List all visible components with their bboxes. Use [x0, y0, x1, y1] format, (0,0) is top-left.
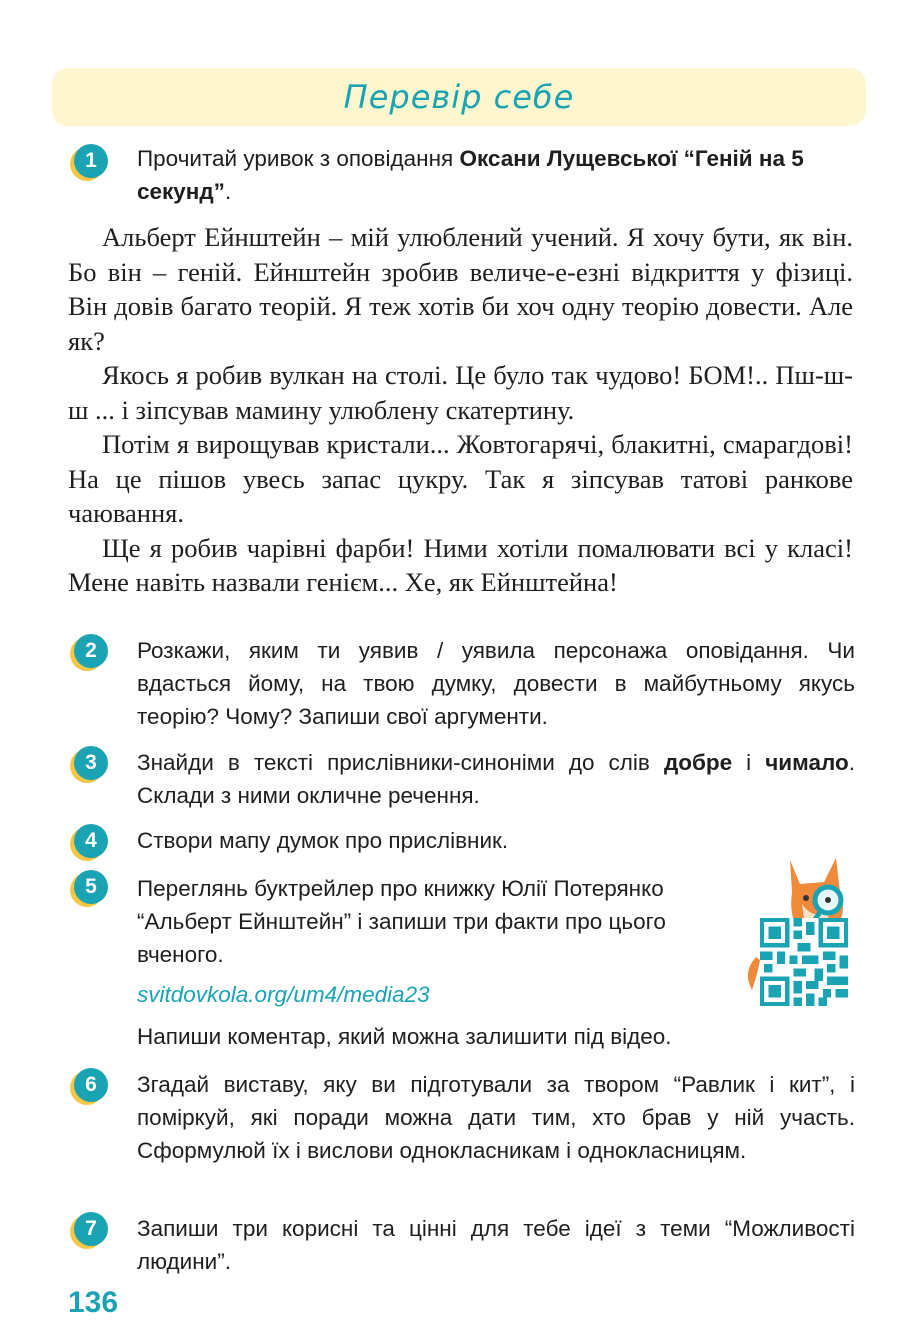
task-7-text: Запиши три корисні та цінні для тебе ідеї з теми “Можливості людини”.: [137, 1216, 855, 1274]
story-paragraph: Якось я робив вулкан на столі. Це було так чудово! БОМ!.. Пш-ш-ш ... і зіпсував мамину улюблену скатертину.: [68, 360, 853, 425]
section-header: [52, 68, 866, 126]
task-3-text: Знайди в тексті прислівники-синоніми до слів добре і чимало. Склади з ними окличне речення.: [137, 750, 855, 808]
task-4-text: Створи мапу думок про прислівник.: [137, 828, 509, 853]
task-number-5: 5: [74, 870, 108, 904]
task-number-7: 7: [74, 1212, 108, 1246]
story-paragraph: Альберт Ейнштейн – мій улюблений учений. Я хочу бути, як він. Бо він – геній. Ейнштейн зробив величе-е-езні відкриття у фізиці. Він довів багато теорій. Я теж хотів би хоч одну теорію довести. Але як?: [68, 222, 853, 356]
story-paragraph: Ще я робив чарівні фарби! Ними хотіли помалювати всі у класі! Мене навіть назвали генієм... Хе, як Ейнштейна!: [68, 532, 853, 597]
task-1-text: Прочитай уривок з оповідання Оксани Лущевської “Геній на 5 секунд”.: [137, 146, 804, 204]
page-number: 136: [68, 1286, 119, 1319]
task-5-text: Переглянь буктрейлер про книжку Юлії Потерянко “Альберт Ейнштейн” і запиши три факти про цього вченого.: [137, 876, 666, 967]
task-number-1: 1: [74, 144, 108, 178]
task-number-2: 2: [74, 634, 108, 668]
task-6-text: Згадай виставу, яку ви підготували за твором “Равлик і кит”, і поміркуй, які поради можна дати тим, хто брав у ній участь. Сформулюй їх і вислови однокласникам і однокласницям.: [137, 1072, 855, 1163]
video-link[interactable]: svitdovkola.org/um4/media23: [137, 982, 430, 1007]
task-2-text: Розкажи, яким ти уявив / уявила персонажа оповідання. Чи вдасться йому, на твою думку, довести в майбутньому якусь теорію? Чому? Запиши свої аргументи.: [137, 638, 855, 729]
section-title: Перевір себе: [343, 78, 575, 116]
story-excerpt: [68, 220, 853, 600]
task-number-6: 6: [74, 1068, 108, 1102]
qr-code-icon[interactable]: [760, 918, 848, 1006]
task-number-4: 4: [74, 824, 108, 858]
task-number-3: 3: [74, 746, 108, 780]
story-paragraph: Потім я вирощував кристали... Жовтогарячі, блакитні, смарагдові! На це пішов увесь запас цукру. Так я зіпсував татові ранкове чаювання.: [68, 429, 853, 528]
task-5-comment-text: Напиши коментар, який можна залишити під відео.: [137, 1024, 672, 1049]
